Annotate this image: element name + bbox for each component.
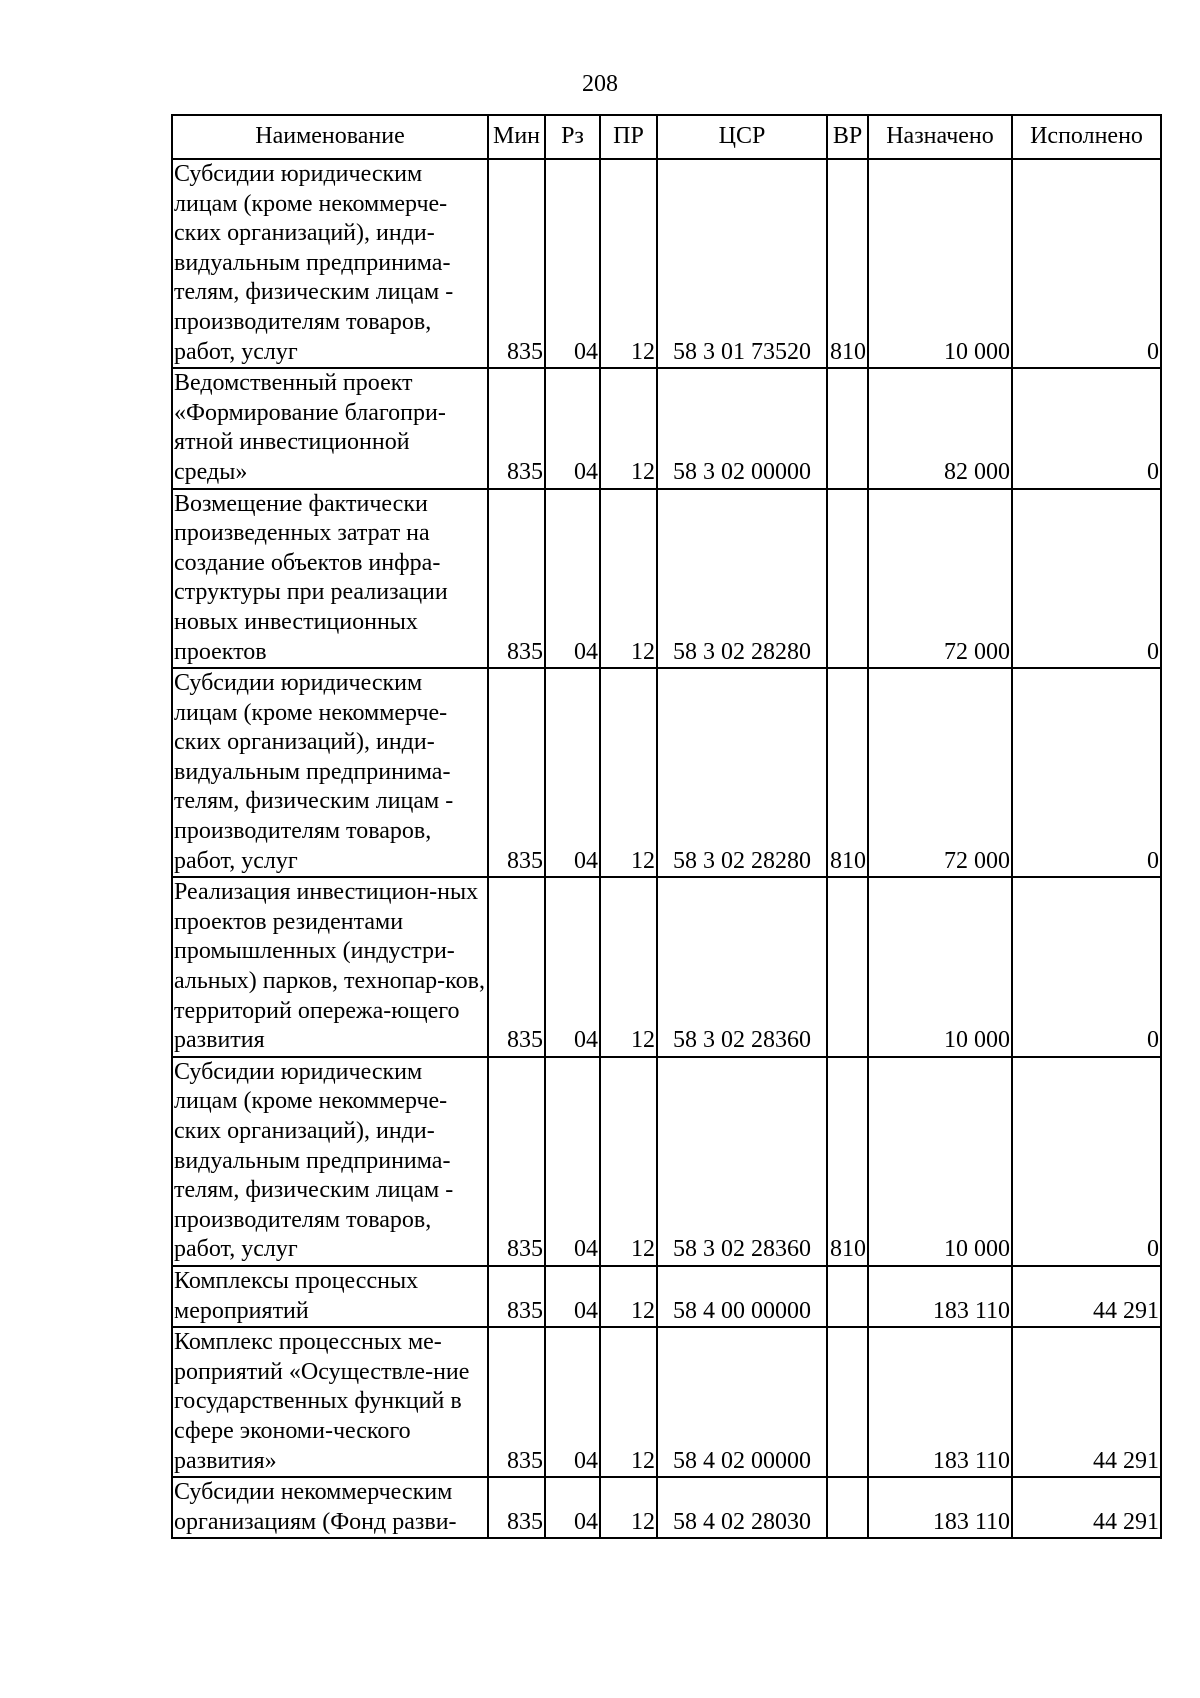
cell-pr: 12	[600, 668, 657, 877]
cell-name: Субсидии юридическим лицам (кроме некоммерче-ских организаций), инди-видуальным предпринима-телям, физическим лицам - производителям товаров, работ, услуг	[172, 668, 488, 877]
table-row	[172, 1477, 1161, 1538]
cell-rz: 04	[545, 159, 600, 368]
cell-name: Реализация инвестицион-ных проектов резидентами промышленных (индустри-альных) парков, технопар-ков, территорий опережа-ющего развития	[172, 877, 488, 1057]
cell-rz: 04	[545, 1477, 600, 1538]
cell-name: Комплекс процессных ме-роприятий «Осуществле-ние государственных функций в сфере экономи-ческого развития»	[172, 1327, 488, 1477]
cell-name: Субсидии некоммерческим организациям (Фонд разви-	[172, 1477, 488, 1538]
cell-min: 835	[488, 1057, 545, 1266]
cell-pr: 12	[600, 877, 657, 1057]
cell-min: 835	[488, 668, 545, 877]
cell-rz: 04	[545, 1057, 600, 1266]
table-row	[172, 159, 1161, 368]
table-row	[172, 1266, 1161, 1327]
cell-assigned: 72 000	[868, 668, 1012, 877]
cell-csr: 58 3 02 28360	[657, 1057, 827, 1266]
column-header-min: Мин	[488, 115, 545, 159]
cell-pr: 12	[600, 159, 657, 368]
cell-min: 835	[488, 1266, 545, 1327]
table-row	[172, 668, 1161, 877]
cell-assigned: 10 000	[868, 159, 1012, 368]
column-header-executed: Исполнено	[1012, 115, 1161, 159]
cell-vr	[827, 368, 868, 488]
cell-pr: 12	[600, 368, 657, 488]
cell-executed: 44 291	[1012, 1327, 1161, 1477]
column-header-rz: Рз	[545, 115, 600, 159]
cell-rz: 04	[545, 668, 600, 877]
cell-assigned: 183 110	[868, 1477, 1012, 1538]
cell-rz: 04	[545, 877, 600, 1057]
cell-rz: 04	[545, 368, 600, 488]
cell-min: 835	[488, 368, 545, 488]
cell-executed: 0	[1012, 668, 1161, 877]
cell-assigned: 10 000	[868, 1057, 1012, 1266]
cell-csr: 58 4 00 00000	[657, 1266, 827, 1327]
cell-executed: 0	[1012, 489, 1161, 669]
cell-name: Субсидии юридическим лицам (кроме некоммерче-ских организаций), инди-видуальным предпринима-телям, физическим лицам - производителям товаров, работ, услуг	[172, 159, 488, 368]
cell-assigned: 183 110	[868, 1327, 1012, 1477]
table-header-row	[172, 115, 1161, 159]
page-number: 208	[582, 71, 618, 97]
cell-rz: 04	[545, 1327, 600, 1477]
column-header-vr: ВР	[827, 115, 868, 159]
cell-vr	[827, 489, 868, 669]
cell-csr: 58 3 01 73520	[657, 159, 827, 368]
cell-vr	[827, 877, 868, 1057]
column-header-csr: ЦСР	[657, 115, 827, 159]
column-header-name: Наименование	[172, 115, 488, 159]
cell-vr: 810	[827, 1057, 868, 1266]
cell-vr: 810	[827, 159, 868, 368]
table-row	[172, 877, 1161, 1057]
cell-min: 835	[488, 489, 545, 669]
cell-assigned: 72 000	[868, 489, 1012, 669]
cell-min: 835	[488, 159, 545, 368]
budget-table	[171, 114, 1162, 1539]
cell-pr: 12	[600, 1266, 657, 1327]
cell-csr: 58 3 02 28280	[657, 668, 827, 877]
cell-pr: 12	[600, 1327, 657, 1477]
cell-csr: 58 4 02 00000	[657, 1327, 827, 1477]
cell-vr	[827, 1327, 868, 1477]
cell-rz: 04	[545, 1266, 600, 1327]
table-row	[172, 1327, 1161, 1477]
cell-executed: 0	[1012, 159, 1161, 368]
cell-min: 835	[488, 877, 545, 1057]
cell-csr: 58 3 02 28360	[657, 877, 827, 1057]
column-header-pr: ПР	[600, 115, 657, 159]
cell-name: Возмещение фактически произведенных затрат на создание объектов инфра-структуры при реализации новых инвестиционных проектов	[172, 489, 488, 669]
cell-assigned: 10 000	[868, 877, 1012, 1057]
cell-name: Субсидии юридическим лицам (кроме некоммерче-ских организаций), инди-видуальным предпринима-телям, физическим лицам - производителям товаров, работ, услуг	[172, 1057, 488, 1266]
cell-min: 835	[488, 1327, 545, 1477]
cell-pr: 12	[600, 1057, 657, 1266]
table-row	[172, 1057, 1161, 1266]
cell-pr: 12	[600, 489, 657, 669]
cell-name: Ведомственный проект «Формирование благопри-ятной инвестиционной среды»	[172, 368, 488, 488]
cell-assigned: 82 000	[868, 368, 1012, 488]
cell-min: 835	[488, 1477, 545, 1538]
cell-csr: 58 4 02 28030	[657, 1477, 827, 1538]
cell-executed: 44 291	[1012, 1477, 1161, 1538]
cell-executed: 0	[1012, 1057, 1161, 1266]
cell-csr: 58 3 02 28280	[657, 489, 827, 669]
table-body	[172, 159, 1161, 1538]
cell-name: Комплексы процессных мероприятий	[172, 1266, 488, 1327]
cell-vr	[827, 1477, 868, 1538]
cell-executed: 0	[1012, 368, 1161, 488]
cell-csr: 58 3 02 00000	[657, 368, 827, 488]
table-row	[172, 489, 1161, 669]
cell-executed: 0	[1012, 877, 1161, 1057]
column-header-assigned: Назначено	[868, 115, 1012, 159]
table-row	[172, 368, 1161, 488]
cell-vr	[827, 1266, 868, 1327]
cell-rz: 04	[545, 489, 600, 669]
cell-vr: 810	[827, 668, 868, 877]
cell-executed: 44 291	[1012, 1266, 1161, 1327]
cell-assigned: 183 110	[868, 1266, 1012, 1327]
cell-pr: 12	[600, 1477, 657, 1538]
